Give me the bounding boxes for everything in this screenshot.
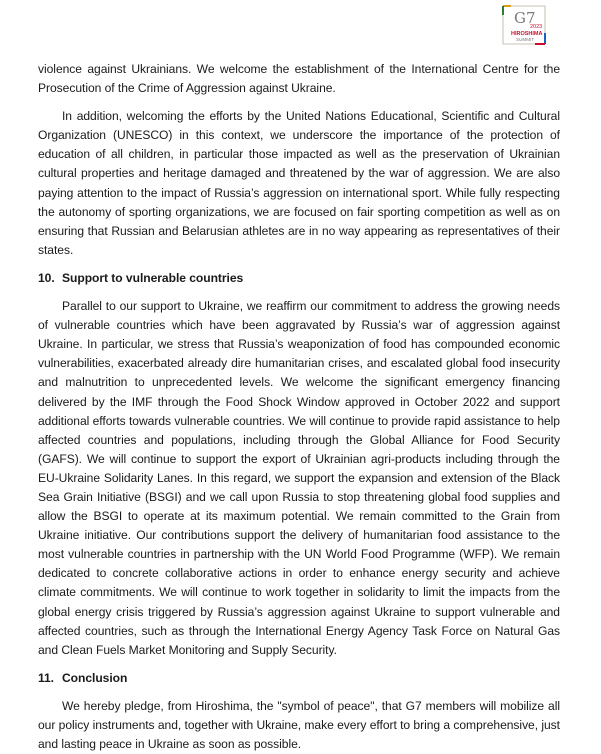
logo-year: 2023 [530,24,543,30]
section-title: Support to vulnerable countries [62,270,244,285]
paragraph-vulnerable-countries: Parallel to our support to Ukraine, we reaffirm our commitment to address the growing needs of vulnerable countries which have been aggravated by Russia’s war of aggression against Ukraine. In particular, we stress that Russia’s weaponization of food has compounded economic vulnerabilities, exacerbated already dire humanitarian crises, and escalated global food insecurity and malnutrition to unprecedented levels. We welcome the significant emergency financing delivered by the IMF through the Food Shock Window approved in October 2022 and support additional efforts towards vulnerable countries. We will continue to provide rapid assistance to help affected countries and populations, including through the Global Alliance for Food Security (GAFS). We will continue to support the export of Ukrainian agri-products including through the EU-Ukraine Solidarity Lanes. In this regard, we support the expansion and extension of the Black Sea Grain Initiative (BSGI) and we call upon Russia to stop threatening global food supplies and allow the BSGI to operate at its maximum potential. We remain committed to the Grain from Ukraine initiative. Our contributions support the delivery of humanitarian food assistance to the most vulnerable countries in partnership with the UN World Food Programme (WFP). We remain dedicated to concrete collaborative actions in order to enhance energy security and achieve climate commitments. We will continue to work together in solidarity to limit the impacts from the global energy crisis triggered by Russia’s aggression against Ukraine to support vulnerable and affected countries, such as through the International Energy Agency Task Force on Natural Gas and Clean Fuels Market Monitoring and Supply Security. [38,299,560,657]
section-title: Conclusion [62,670,128,685]
section-heading-10 [38,269,560,288]
logo-city: HIROSHIMA [511,31,543,37]
section-number: 11. [38,670,54,685]
paragraph-conclusion: We hereby pledge, from Hiroshima, the "symbol of peace", that G7 members will mobilize all our policy instruments and, together with Ukraine, make every effort to bring a comprehensive, just and lasting peace in Ukraine as soon as possible. [38,698,560,752]
logo-word: SUMMIT [516,37,535,42]
paragraph-continued: violence against Ukrainians. We welcome the establishment of the International Centre for the Prosecution of the Crime of Aggression against Ukraine. [38,62,560,96]
section-heading-11 [38,669,560,688]
section-number: 10. [38,270,55,285]
g7-hiroshima-logo [497,3,549,47]
paragraph-unesco-sport: In addition, welcoming the efforts by the United Nations Educational, Scientific and Cultural Organization (UNESCO) in this context, we underscore the importance of the protection of education of all children, in particular those impacted as well as the preservation of Ukrainian cultural properties and heritage damaged and threatened by the war of aggression. We are also paying attention to the impact of Russia’s aggression on international sport. While fully respecting the autonomy of sporting organizations, we are focused on fair sporting competition as well as on ensuring that Russian and Belarusian athletes are in no way appearing as representatives of their states. [38,109,560,257]
document-body [38,60,560,754]
logo-mark: G7 [514,9,536,27]
